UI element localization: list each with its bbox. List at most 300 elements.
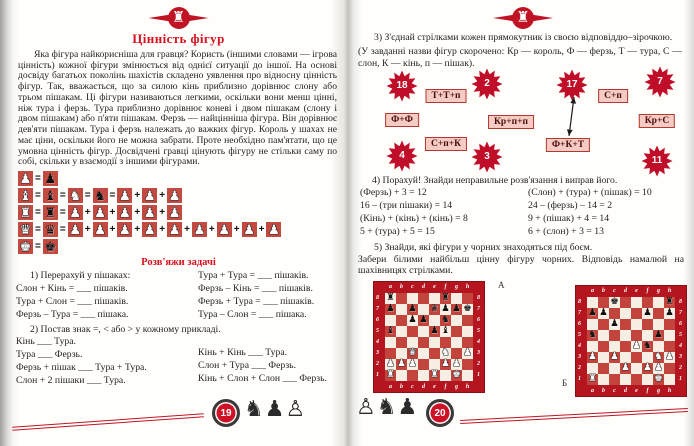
task-line: (Кінь) + (кінь) + (кінь) = 8 [360, 213, 468, 225]
answer-star [471, 141, 503, 173]
board-square-d5 [620, 330, 631, 341]
task-line: Слон + 2 пішаки ___ Тура. [16, 375, 126, 387]
board-square-d6 [620, 319, 631, 330]
white-piece-icon: ♟ [408, 359, 417, 370]
piece-equation-row [18, 239, 347, 254]
rank-label: 7 [679, 310, 682, 317]
board-square-a8 [587, 297, 598, 308]
operator: + [208, 224, 215, 236]
board-square-f4 [642, 341, 653, 352]
white-piece-icon: ♚ [452, 370, 461, 381]
white-piece-icon: ♞ [441, 348, 450, 359]
white-piece-icon: ♞ [654, 352, 663, 363]
board-square-d2 [620, 363, 631, 374]
board-b-label: Б [562, 378, 568, 389]
board-square-c8 [609, 297, 620, 308]
file-label: d [624, 288, 627, 295]
board-square-b6 [598, 319, 609, 330]
black-piece-square [43, 239, 58, 254]
chess-piece-icon: ♟ [243, 222, 255, 238]
chess-piece-icon: ♟ [168, 222, 181, 238]
expression-box: Т+Т+п [426, 89, 467, 103]
chess-piece-icon: ♟ [193, 222, 206, 238]
board-square-c6 [407, 315, 418, 326]
board-square-b1 [396, 370, 407, 381]
chess-piece-icon: ♝ [19, 188, 32, 204]
expression-box: С+п [598, 89, 628, 103]
board-square-f6 [642, 319, 653, 330]
white-piece-icon: ♟ [397, 359, 406, 370]
chess-piece-icon: ♟ [143, 205, 156, 221]
black-piece-icon: ♝ [386, 326, 395, 337]
board-square-b8 [598, 297, 609, 308]
board-square-a8 [385, 293, 396, 304]
board-square-a4 [385, 337, 396, 348]
intro-paragraph: Яка фігура найкорисніша для гравця? Користь (іншими словами — ігрова цінність) кожної фігури змінюється від однієї ситуації до іншої. На основі досвіду багатьох поколінь шахістів складено уявлення про відносну цінність фігур. Так, вважається, що за силою кінь приблизно дорівнює слону або трьом пішакам. Ці фігури називаються легкими, оскільки вони менш цінні, ніж тура і ферзь. Тура приблизно дорівнює коневі і двом пішакам (слону і двом пішакам) або п'яти пішакам. Ферзь — найцінніша фігура. Він дорівнює дев'яти пішакам. Тура і ферзь належать до важких фігур. Король у шахах не має ціни, оскільки його не можна забрати. Проте необхідно пам'ятати, що це умовна цінність фігур. Досвідчені гравці цінують фігуру не стільки саму по собі, скільки у взаємодії з іншими фігурами. [18, 49, 337, 168]
board-square-g5 [653, 330, 664, 341]
file-label: e [635, 388, 638, 395]
board-square-d8 [620, 297, 631, 308]
board-square-c2 [407, 359, 418, 370]
task-line: 16 – (три пішаки) = 14 [360, 200, 453, 212]
board-square-c6 [609, 319, 620, 330]
task4-left-list [360, 187, 528, 237]
board-square-f5 [642, 330, 653, 341]
black-piece-icon: ♟ [430, 326, 439, 337]
chess-piece-icon: ♟ [143, 222, 156, 238]
white-piece-square [68, 222, 83, 237]
chess-piece-emblem-icon [168, 7, 190, 29]
chess-piece-icon: ♟ [168, 205, 181, 221]
expression-box: Ф+Ф [385, 113, 419, 127]
board-square-h5 [664, 330, 675, 341]
file-label: g [455, 284, 458, 291]
rank-label: 5 [376, 328, 379, 335]
task-line: 9 + (пішак) + 4 = 14 [528, 213, 610, 225]
board-square-d1 [620, 374, 631, 385]
rank-label: 3 [679, 354, 682, 361]
file-label: b [602, 288, 605, 295]
board-square-h4 [462, 337, 473, 348]
operator: = [35, 190, 41, 202]
file-label: a [591, 388, 594, 395]
operator: + [134, 207, 141, 219]
rank-label: 6 [578, 321, 581, 328]
board-square-h8 [462, 293, 473, 304]
rank-label: 5 [578, 332, 581, 339]
rank-label: 2 [578, 365, 581, 372]
piece-equation-row [18, 171, 347, 186]
board-square-a6 [385, 315, 396, 326]
operator: + [134, 224, 141, 236]
white-piece-square [18, 205, 33, 220]
board-square-b2 [396, 359, 407, 370]
rank-label: 1 [376, 372, 379, 379]
operator: + [233, 224, 240, 236]
file-label: b [602, 388, 605, 395]
emblem-glyph: ♜ [171, 9, 186, 26]
rank-label: 8 [477, 295, 480, 302]
board-square-f6 [440, 315, 451, 326]
task-line: Ферзь – Тура = ___ пішака. [16, 308, 129, 320]
chess-piece-icon: ♚ [44, 239, 57, 255]
white-piece-icon: ♜ [588, 374, 597, 385]
operator: = [59, 224, 66, 236]
rank-label: 4 [376, 339, 379, 346]
black-piece-icon: ♜ [441, 293, 450, 304]
file-label: a [389, 284, 392, 291]
board-square-d7 [620, 308, 631, 319]
chess-piece-icon: ♞ [69, 188, 82, 204]
task2-section [10, 324, 347, 388]
board-square-h1 [664, 374, 675, 385]
operator: = [59, 190, 66, 202]
board-square-g1 [451, 370, 462, 381]
board-square-f1 [642, 374, 653, 385]
rank-label: 4 [578, 343, 581, 350]
task-line: Кінь + Слон + Слон ___ Ферзь. [198, 373, 327, 385]
board-square-a3 [385, 348, 396, 359]
chess-piece-icon: ♟ [119, 205, 131, 221]
white-piece-icon: ♜ [386, 370, 395, 381]
expression-box: С+п+К [425, 137, 467, 151]
board-square-f3 [440, 348, 451, 359]
board-square-e8 [631, 297, 642, 308]
white-piece-square [167, 205, 182, 220]
footer-rule [12, 413, 204, 430]
chess-piece-icon: ♜ [44, 205, 57, 221]
board-square-c3 [407, 348, 418, 359]
answer-star [471, 68, 503, 100]
file-label: f [444, 284, 447, 291]
white-piece-square [68, 188, 83, 203]
task5-line1: 5) Знайди, які фігури у чорних знаходяться під боєм. [374, 241, 593, 253]
file-label: c [613, 388, 616, 395]
board-square-c7 [609, 308, 620, 319]
board-square-d3 [418, 348, 429, 359]
chess-piece-icon: ♚ [19, 239, 32, 255]
expression-box: Ф+К+Т [546, 138, 590, 152]
chessboard-b [576, 286, 686, 396]
board-square-g2 [451, 359, 462, 370]
board-square-e3 [631, 352, 642, 363]
board-square-g7 [653, 308, 664, 319]
board-square-h3 [664, 352, 675, 363]
piece-equation-row [18, 188, 347, 203]
black-piece-square [43, 222, 58, 237]
board-square-b4 [598, 341, 609, 352]
white-piece-icon: ♟ [632, 341, 641, 352]
task-line: Ферзь – Кінь = ___ пішаків. [198, 283, 313, 295]
black-piece-icon: ♚ [463, 304, 472, 315]
task-line: Тура + Слон = ___ пішаків. [16, 295, 129, 307]
board-square-a2 [385, 359, 396, 370]
rank-label: 7 [477, 306, 480, 313]
file-label: e [433, 284, 436, 291]
operator: = [35, 224, 41, 236]
operator: = [109, 190, 116, 202]
black-piece-icon: ♟ [386, 304, 395, 315]
board-square-e1 [631, 374, 642, 385]
board-square-g4 [451, 337, 462, 348]
rank-label: 6 [679, 321, 682, 328]
answer-star [386, 70, 418, 102]
task4-section [352, 175, 694, 239]
task-line: Слон + Тура ___ Ферзь. [198, 360, 297, 372]
answer-star [556, 69, 588, 101]
star-value: 11 [651, 155, 663, 167]
board-square-g6 [653, 319, 664, 330]
board-square-d3 [620, 352, 631, 363]
operator: + [109, 224, 116, 236]
piece-value-equations [18, 171, 347, 254]
board-square-h6 [462, 315, 473, 326]
answer-star [641, 145, 673, 177]
operator: + [159, 190, 166, 202]
black-piece-icon: ♟ [610, 319, 619, 330]
chess-piece-icon: ♟ [69, 222, 82, 238]
rank-label: 2 [679, 365, 682, 372]
white-piece-square [217, 222, 232, 237]
white-piece-square [117, 205, 132, 220]
rank-label: 5 [477, 328, 480, 335]
white-piece-icon: ♟ [452, 359, 461, 370]
board-square-b6 [396, 315, 407, 326]
rank-label: 4 [477, 339, 480, 346]
rank-label: 7 [376, 306, 379, 313]
match-stars-diagram [356, 73, 690, 173]
board-square-f8 [642, 297, 653, 308]
rank-label: 5 [679, 332, 682, 339]
chess-piece-icon: ♞ [94, 188, 106, 204]
white-piece-icon: ♟ [621, 363, 630, 374]
operator: + [109, 207, 116, 219]
task2-left-list [16, 336, 198, 386]
task1-right-list [198, 270, 343, 320]
expression-box: Кр+С [639, 114, 675, 128]
file-label: e [433, 384, 436, 391]
white-piece-square [18, 239, 33, 254]
board-square-c5 [407, 326, 418, 337]
answer-star [386, 140, 418, 172]
board-grid [587, 297, 675, 385]
board-square-a3 [587, 352, 598, 363]
chess-piece-icon: ♟ [218, 222, 231, 238]
board-square-a1 [385, 370, 396, 381]
board-square-a2 [587, 363, 598, 374]
page-number-badge: 19 [212, 399, 240, 427]
board-square-b3 [396, 348, 407, 359]
emblem-wing-right-icon [531, 15, 553, 22]
black-piece-icon: ♟ [588, 308, 597, 319]
file-label: h [465, 284, 470, 291]
operator: + [159, 224, 166, 236]
task-line: Тура ___ Ферзь. [16, 349, 83, 361]
board-square-f3 [642, 352, 653, 363]
board-square-e7 [631, 308, 642, 319]
white-piece-icon: ♟ [588, 352, 597, 363]
white-piece-icon: ♟ [665, 352, 674, 363]
board-square-b1 [598, 374, 609, 385]
piece-equation-row [18, 205, 347, 220]
rank-label: 3 [376, 350, 379, 357]
board-square-g5 [451, 326, 462, 337]
white-piece-square [93, 222, 108, 237]
board-square-h7 [462, 304, 473, 315]
black-piece-icon: ♞ [588, 330, 597, 341]
board-square-g2 [653, 363, 664, 374]
rank-label: 8 [679, 299, 682, 306]
operator: = [84, 190, 91, 202]
black-piece-icon: ♟ [408, 304, 417, 315]
white-piece-icon: ♜ [430, 370, 439, 381]
rank-label: 3 [578, 354, 581, 361]
board-square-h3 [462, 348, 473, 359]
board-square-g1 [653, 374, 664, 385]
board-square-f8 [440, 293, 451, 304]
white-piece-icon: ♟ [386, 359, 395, 370]
board-square-h2 [462, 359, 473, 370]
white-piece-icon: ♟ [643, 363, 652, 374]
white-piece-icon: ♟ [654, 363, 663, 374]
file-label: f [646, 388, 649, 395]
task1-title: 1) Перерахуй у пішаках: [30, 270, 131, 282]
star-value: 7 [657, 76, 663, 88]
rank-label: 8 [578, 299, 581, 306]
board-square-e1 [429, 370, 440, 381]
board-square-b8 [396, 293, 407, 304]
white-piece-icon: ♟ [610, 352, 619, 363]
board-a-label: А [498, 280, 505, 291]
board-square-c5 [609, 330, 620, 341]
board-square-b7 [396, 304, 407, 315]
board-square-e2 [429, 359, 440, 370]
board-square-g3 [653, 352, 664, 363]
operator: + [258, 224, 265, 236]
file-label: a [389, 384, 392, 391]
board-square-a7 [587, 308, 598, 319]
white-piece-icon: ♟ [441, 359, 450, 370]
board-square-h2 [664, 363, 675, 374]
file-label: d [422, 284, 425, 291]
task1-section [10, 270, 347, 322]
board-square-f4 [440, 337, 451, 348]
board-square-e7 [429, 304, 440, 315]
chess-piece-emblem-icon [512, 7, 534, 29]
board-square-g8 [451, 293, 462, 304]
file-label: d [422, 384, 425, 391]
chess-pieces-doodle-icon: ♞♟♙ [244, 396, 307, 421]
board-square-e8 [429, 293, 440, 304]
solve-tasks-heading: Розв'яжи задачі [141, 257, 216, 269]
task3-text: 3) З'єднай стрілками кожен прямокутник із своєю відповіддю–зірочкою. [374, 32, 673, 43]
black-piece-icon: ♟ [452, 304, 461, 315]
file-label: c [411, 384, 414, 391]
chessboard-a [374, 282, 484, 392]
board-square-c2 [609, 363, 620, 374]
black-piece-icon: ♟ [441, 304, 450, 315]
white-piece-icon: ♚ [654, 374, 663, 385]
board-square-h4 [664, 341, 675, 352]
rank-label: 2 [477, 361, 480, 368]
file-label: g [657, 288, 660, 295]
board-square-a6 [587, 319, 598, 330]
black-piece-icon: ♜ [665, 297, 674, 308]
chess-piece-icon: ♟ [143, 188, 156, 204]
task1-left-list [16, 283, 198, 320]
chess-piece-icon: ♟ [19, 171, 32, 187]
chess-piece-icon: ♛ [44, 222, 57, 238]
chapter-emblem [10, 6, 347, 30]
white-piece-square [142, 205, 157, 220]
white-piece-square [142, 222, 157, 237]
operator: = [59, 207, 66, 219]
footer-rule [460, 408, 688, 424]
rank-label: 6 [477, 317, 480, 324]
operator: = [35, 207, 41, 219]
rank-label: 7 [578, 310, 581, 317]
white-piece-square [68, 205, 83, 220]
white-piece-square [18, 171, 33, 186]
task4-right-list [528, 187, 690, 237]
board-square-c1 [407, 370, 418, 381]
board-square-f7 [440, 304, 451, 315]
emblem-wing-right-icon [187, 15, 209, 22]
operator: = [35, 241, 41, 253]
black-piece-icon: ♟ [643, 308, 652, 319]
board-square-d2 [418, 359, 429, 370]
file-label: d [624, 388, 627, 395]
board-square-c4 [407, 337, 418, 348]
board-square-f2 [642, 363, 653, 374]
black-piece-icon: ♚ [610, 297, 619, 308]
board-square-d1 [418, 370, 429, 381]
white-piece-square [167, 222, 182, 237]
board-square-d4 [620, 341, 631, 352]
chess-piece-icon: ♝ [44, 188, 57, 204]
chess-piece-icon: ♛ [19, 222, 32, 238]
task-line: (Слон) + (тура) + (пішак) = 10 [528, 187, 652, 199]
board-square-c1 [609, 374, 620, 385]
board-grid [385, 293, 473, 381]
file-label: g [657, 388, 660, 395]
black-piece-icon: ♜ [386, 293, 395, 304]
star-value: 3 [484, 151, 490, 163]
task-line: 24 – (ферзь) – 14 = 2 [528, 200, 613, 212]
operator: + [84, 224, 91, 236]
file-label: b [400, 284, 403, 291]
board-square-h8 [664, 297, 675, 308]
rank-label: 8 [376, 295, 379, 302]
chessboards-area [352, 278, 694, 398]
white-piece-square [242, 222, 257, 237]
board-square-f7 [642, 308, 653, 319]
board-square-g4 [653, 341, 664, 352]
file-label: g [455, 384, 458, 391]
board-square-h7 [664, 308, 675, 319]
file-label: h [465, 384, 470, 391]
board-square-a1 [587, 374, 598, 385]
white-piece-square [117, 222, 132, 237]
expression-box: Кр+п+п [488, 115, 534, 129]
star-value: 2 [484, 78, 490, 90]
white-piece-icon: ♟ [463, 348, 472, 359]
black-piece-square [93, 188, 108, 203]
board-square-d6 [418, 315, 429, 326]
chess-pieces-doodle-icon: ♙♞♟ [356, 394, 419, 419]
board-square-e6 [429, 315, 440, 326]
file-label: e [635, 288, 638, 295]
